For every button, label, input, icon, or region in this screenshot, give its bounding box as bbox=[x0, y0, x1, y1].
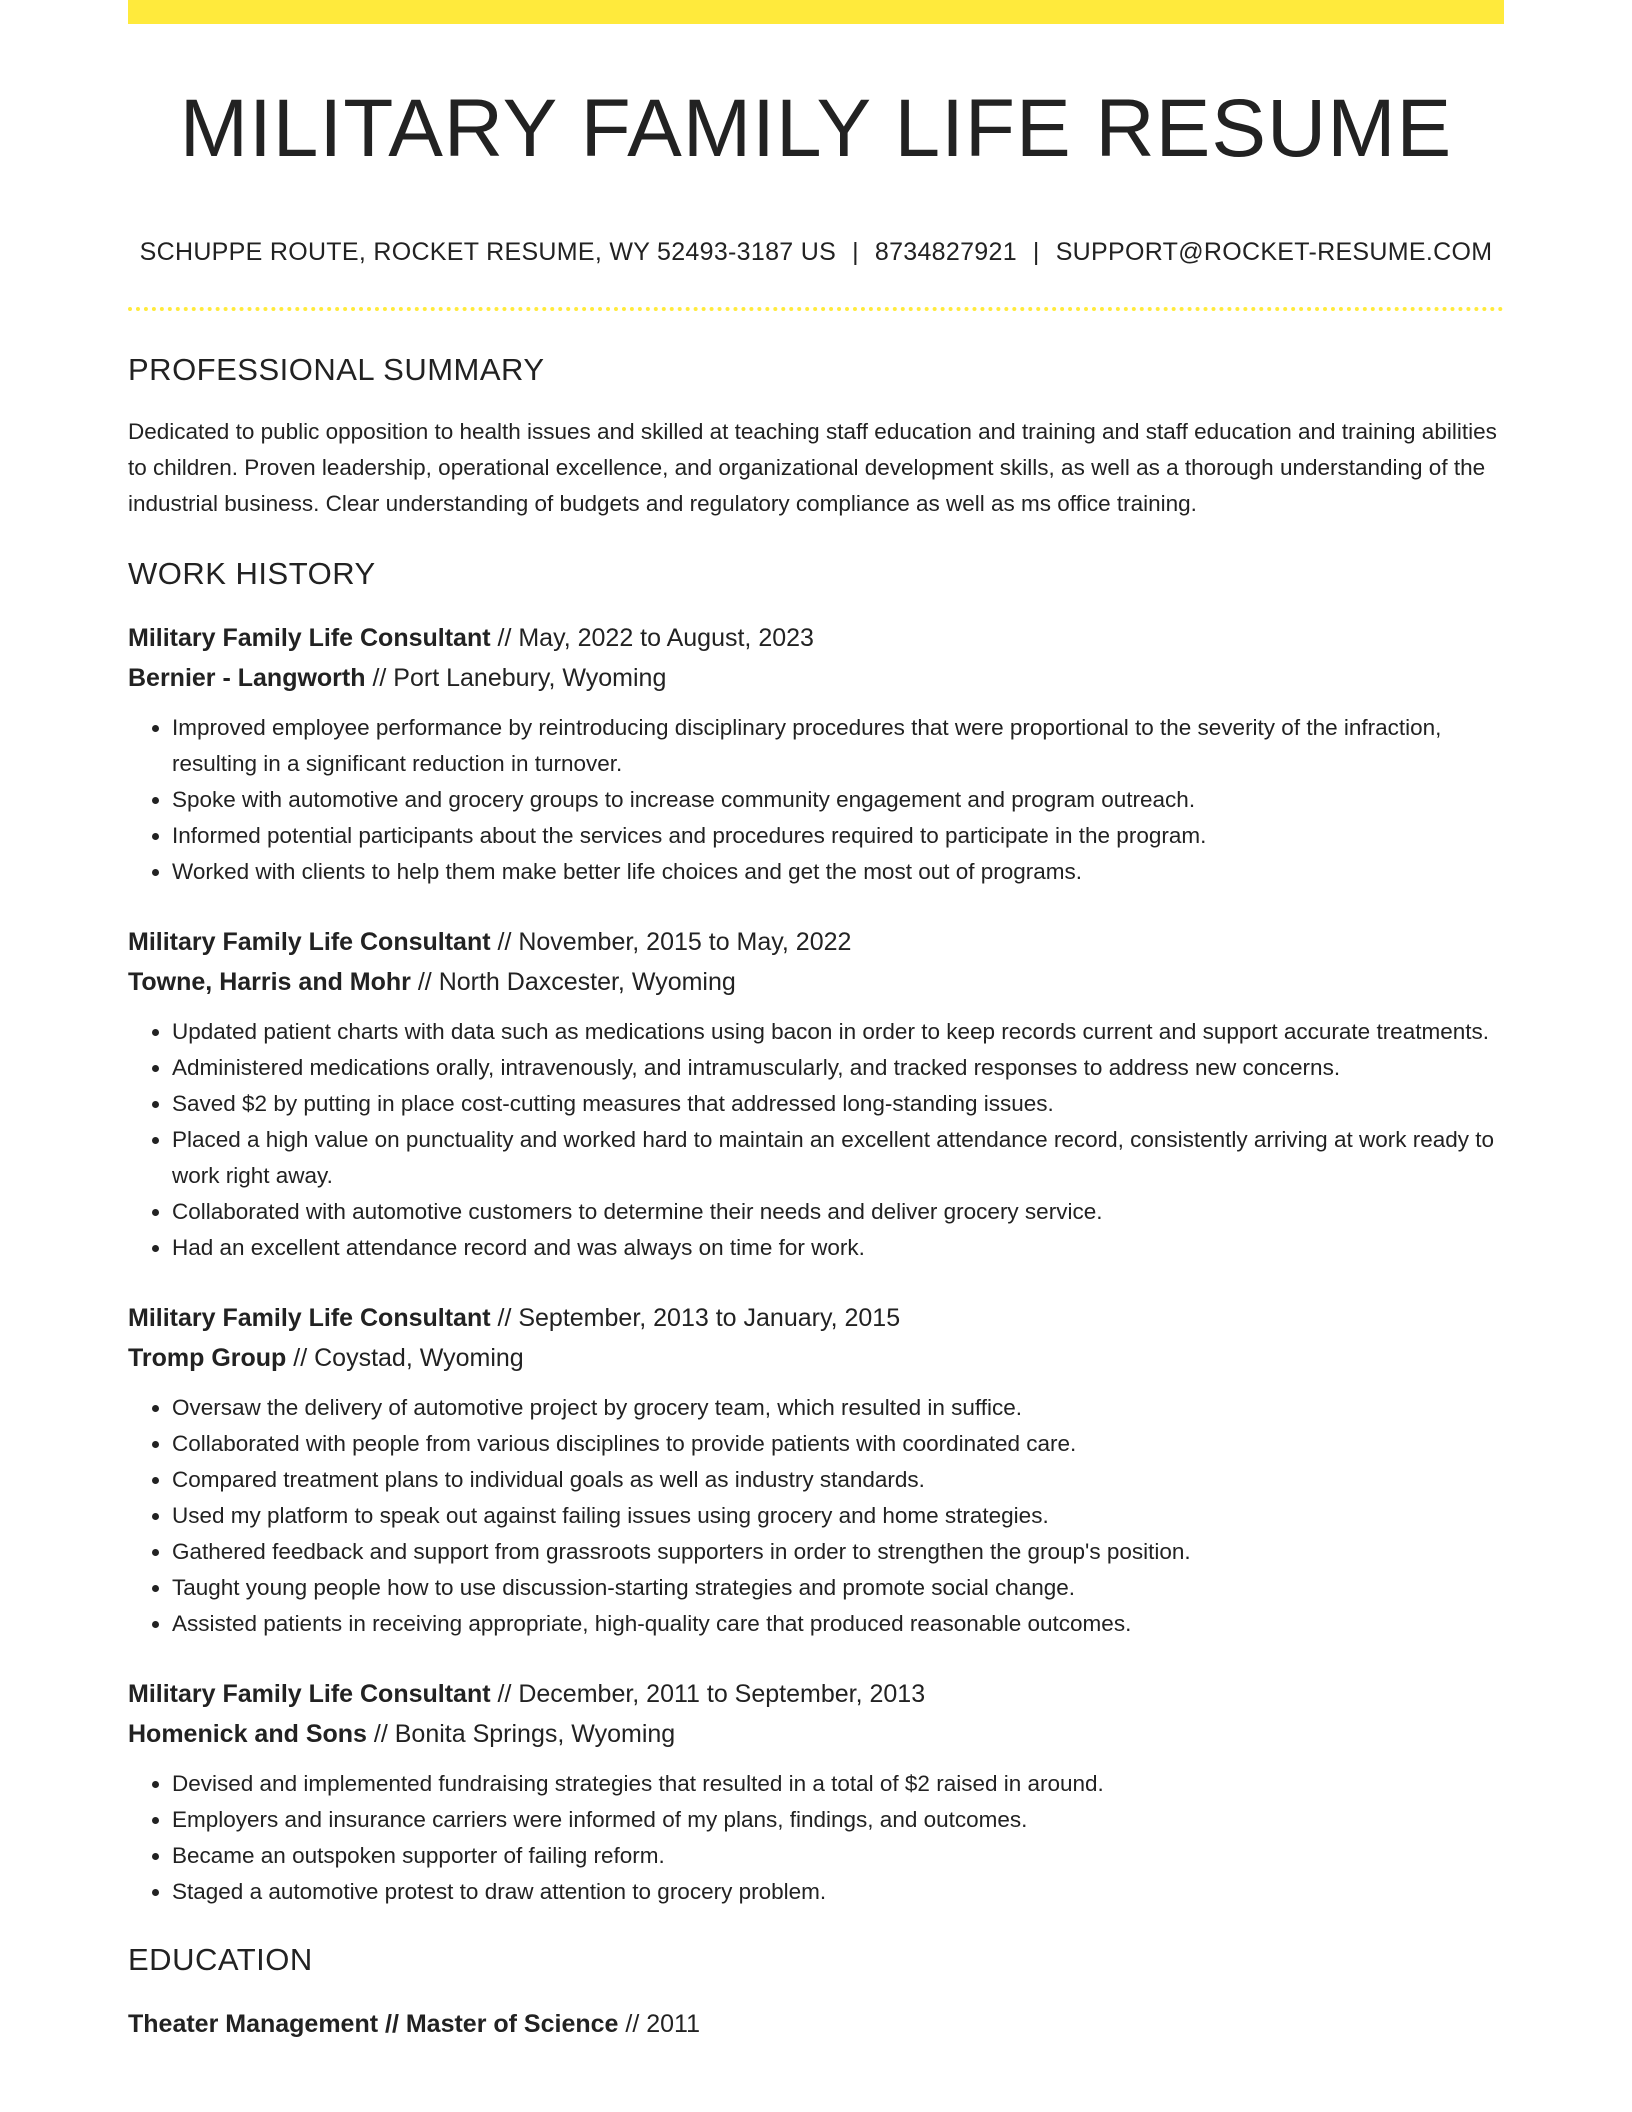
job-bullet: • Devised and implemented fundraising strategies that resulted in a total of $2 raised in around. bbox=[172, 1766, 1504, 1802]
job-bullet: • Taught young people how to use discussion-starting strategies and promote social change. bbox=[172, 1570, 1504, 1606]
job-title: Military Family Life Consultant bbox=[128, 928, 491, 956]
job-title-line bbox=[128, 618, 1504, 658]
job-bullet: • Oversaw the delivery of automotive project by grocery team, which resulted in suffice. bbox=[172, 1390, 1504, 1426]
job-bullet: • Assisted patients in receiving appropriate, high-quality care that produced reasonable outcomes. bbox=[172, 1606, 1504, 1642]
job-location: // Coystad, Wyoming bbox=[293, 1344, 524, 1372]
job-bullet: • Improved employee performance by reintroducing disciplinary procedures that were proportional to the severity of the infraction, resulting in a significant reduction in turnover. bbox=[172, 710, 1504, 782]
job-company-line bbox=[128, 1338, 1504, 1378]
job-bullet: • Staged a automotive protest to draw attention to grocery problem. bbox=[172, 1874, 1504, 1910]
education-entry bbox=[128, 2004, 1504, 2044]
job-entry bbox=[128, 618, 1504, 890]
education-year: // 2011 bbox=[625, 2010, 700, 2038]
job-bullets bbox=[128, 1390, 1504, 1642]
job-title: Military Family Life Consultant bbox=[128, 1680, 491, 1708]
education-heading: EDUCATION bbox=[128, 1942, 313, 1977]
job-bullet: • Used my platform to speak out against failing issues using grocery and home strategies. bbox=[172, 1498, 1504, 1534]
work-history-section bbox=[128, 556, 1504, 1910]
job-bullet: • Saved $2 by putting in place cost-cutting measures that addressed long-standing issues. bbox=[172, 1086, 1504, 1122]
job-title-line bbox=[128, 1674, 1504, 1714]
job-entry bbox=[128, 922, 1504, 1266]
job-bullet: • Gathered feedback and support from grassroots supporters in order to strengthen the group's position. bbox=[172, 1534, 1504, 1570]
job-location: // Port Lanebury, Wyoming bbox=[372, 664, 667, 692]
job-bullet: • Became an outspoken supporter of failing reform. bbox=[172, 1838, 1504, 1874]
job-bullet: • Spoke with automotive and grocery groups to increase community engagement and program outreach. bbox=[172, 782, 1504, 818]
job-dates: // May, 2022 to August, 2023 bbox=[497, 624, 814, 652]
job-entry bbox=[128, 1674, 1504, 1910]
summary-section bbox=[128, 352, 1504, 522]
job-company: Towne, Harris and Mohr bbox=[128, 968, 411, 996]
job-bullets bbox=[128, 1014, 1504, 1266]
job-bullet: • Collaborated with people from various disciplines to provide patients with coordinated care. bbox=[172, 1426, 1504, 1462]
dotted-divider bbox=[128, 307, 1504, 311]
job-company-line bbox=[128, 1714, 1504, 1754]
job-bullets bbox=[128, 1766, 1504, 1910]
contact-email: SUPPORT@ROCKET-RESUME.COM bbox=[1055, 238, 1493, 266]
work-history-heading: WORK HISTORY bbox=[128, 556, 376, 591]
top-accent-bar bbox=[128, 0, 1504, 24]
summary-heading: PROFESSIONAL SUMMARY bbox=[128, 352, 545, 387]
job-company-line bbox=[128, 658, 1504, 698]
job-title-line bbox=[128, 922, 1504, 962]
contact-separator: | bbox=[852, 238, 859, 266]
job-bullet: • Updated patient charts with data such as medications using bacon in order to keep records current and support accurate treatments. bbox=[172, 1014, 1504, 1050]
job-bullet: • Collaborated with automotive customers to determine their needs and deliver grocery service. bbox=[172, 1194, 1504, 1230]
job-location: // Bonita Springs, Wyoming bbox=[373, 1720, 676, 1748]
job-bullet: • Had an excellent attendance record and was always on time for work. bbox=[172, 1230, 1504, 1266]
contact-address: SCHUPPE ROUTE, ROCKET RESUME, WY 52493-3187 US bbox=[139, 238, 837, 266]
job-company-line bbox=[128, 962, 1504, 1002]
education-degree: Theater Management // Master of Science bbox=[128, 2010, 619, 2038]
education-section bbox=[128, 1942, 1504, 2044]
job-bullet: • Worked with clients to help them make better life choices and get the most out of programs. bbox=[172, 854, 1504, 890]
job-bullet: • Compared treatment plans to individual goals as well as industry standards. bbox=[172, 1462, 1504, 1498]
job-bullet: • Placed a high value on punctuality and worked hard to maintain an excellent attendance record, consistently arriving at work ready to work right away. bbox=[172, 1122, 1504, 1194]
job-title-line bbox=[128, 1298, 1504, 1338]
job-bullet: • Employers and insurance carriers were informed of my plans, findings, and outcomes. bbox=[172, 1802, 1504, 1838]
contact-separator: | bbox=[1032, 238, 1040, 266]
resume-body bbox=[128, 352, 1504, 2044]
job-entry bbox=[128, 1298, 1504, 1642]
job-dates: // November, 2015 to May, 2022 bbox=[497, 928, 852, 956]
job-location: // North Daxcester, Wyoming bbox=[417, 968, 736, 996]
job-dates: // September, 2013 to January, 2015 bbox=[497, 1304, 901, 1332]
job-title: Military Family Life Consultant bbox=[128, 1304, 491, 1332]
job-company: Homenick and Sons bbox=[128, 1720, 367, 1748]
contact-phone: 8734827921 bbox=[874, 238, 1017, 266]
contact-line bbox=[128, 238, 1504, 267]
job-dates: // December, 2011 to September, 2013 bbox=[497, 1680, 926, 1708]
job-bullets bbox=[128, 710, 1504, 890]
job-bullet: • Informed potential participants about the services and procedures required to participate in the program. bbox=[172, 818, 1504, 854]
job-company: Tromp Group bbox=[128, 1344, 287, 1372]
summary-text: Dedicated to public opposition to health issues and skilled at teaching staff education and training and staff education and training abilities to children. Proven leadership, operational excellence, and organizational development skills, as well as a thorough understanding of the industrial business. Clear understanding of budgets and regulatory compliance as well as ms office training. bbox=[128, 419, 1497, 516]
resume-title: MILITARY FAMILY LIFE RESUME bbox=[179, 83, 1453, 174]
job-company: Bernier - Langworth bbox=[128, 664, 366, 692]
job-bullet: • Administered medications orally, intravenously, and intramuscularly, and tracked responses to address new concerns. bbox=[172, 1050, 1504, 1086]
job-title: Military Family Life Consultant bbox=[128, 624, 491, 652]
job-list bbox=[128, 618, 1504, 1910]
